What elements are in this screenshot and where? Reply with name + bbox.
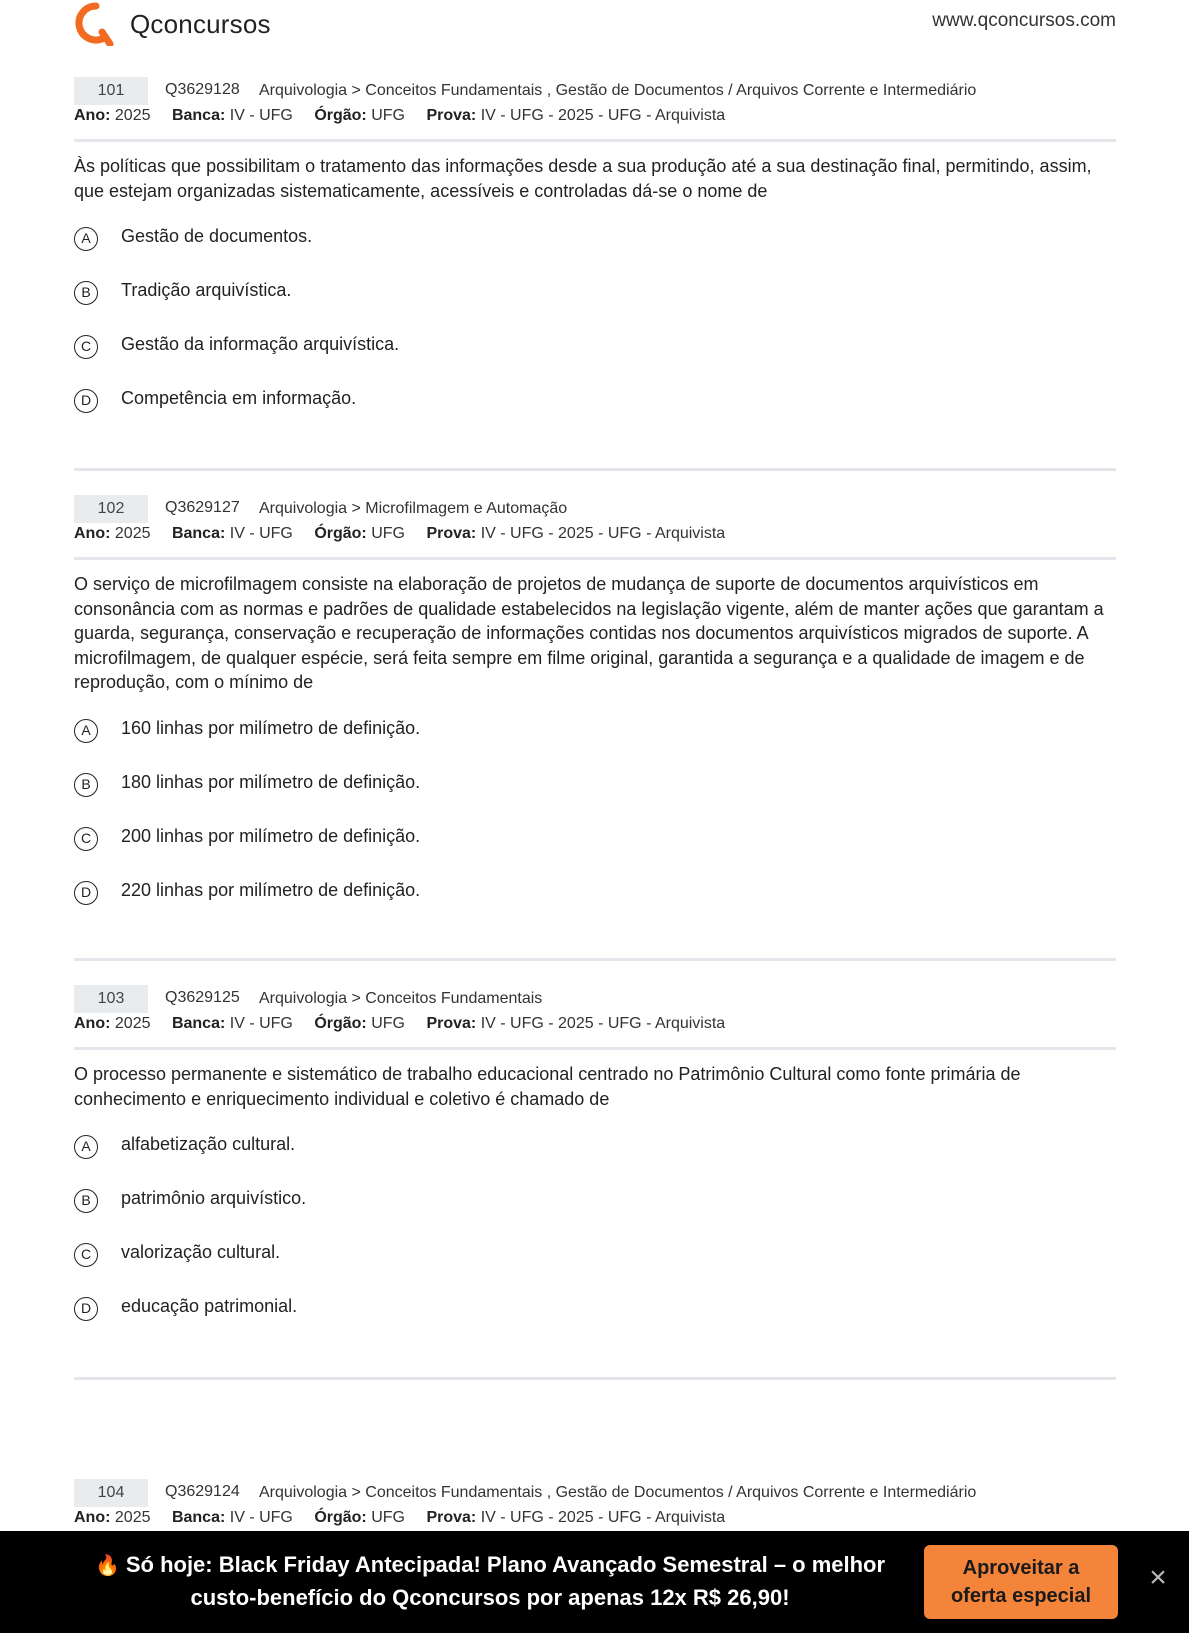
option-letter[interactable]: D: [74, 1297, 98, 1321]
meta-banca: IV - UFG: [229, 1015, 293, 1032]
question-meta: [74, 525, 1116, 551]
question-meta: [74, 1015, 1116, 1041]
promo-banner: [0, 1531, 1189, 1633]
option-letter[interactable]: C: [74, 827, 98, 851]
option-letter[interactable]: D: [74, 881, 98, 905]
meta-banca: IV - UFG: [229, 525, 293, 542]
meta-label-ano: Ano:: [74, 107, 111, 124]
option-a[interactable]: [74, 227, 1116, 281]
promo-offer-button[interactable]: [924, 1545, 1118, 1619]
meta-ano: 2025: [114, 1015, 151, 1032]
meta-ano: 2025: [114, 107, 151, 124]
question-separator: [74, 1377, 1116, 1380]
meta-ano: 2025: [114, 525, 151, 542]
question-103: [74, 985, 1116, 1351]
meta-label-ano: Ano:: [74, 1015, 111, 1032]
options-list: [74, 227, 1116, 443]
option-text[interactable]: valorização cultural.: [121, 1242, 281, 1262]
option-text[interactable]: 160 linhas por milímetro de definição.: [121, 717, 421, 738]
option-letter[interactable]: A: [74, 1135, 98, 1159]
qconcursos-logo-icon[interactable]: [74, 2, 118, 46]
option-c[interactable]: [74, 335, 1116, 389]
promo-button-line-1[interactable]: Aproveitar a: [962, 1557, 1080, 1579]
option-a[interactable]: [74, 1135, 1116, 1189]
fire-icon: 🔥: [94, 1555, 120, 1577]
meta-prova: IV - UFG - 2025 - UFG - Arquivista: [480, 1509, 726, 1526]
meta-label-prova: Prova:: [426, 107, 477, 124]
question-subject: Arquivologia > Conceitos Fundamentais , Gestão de Documentos / Arquivos Corrente e Intermediário: [259, 82, 977, 99]
promo-line-2: custo-benefício do Qconcursos por apenas 12x R$ 26,90!: [190, 1585, 790, 1610]
question-text: O processo permanente e sistemático de trabalho educacional centrado no Patrimônio Cultural como fonte primária de conhecimento e enriquecimento individual e coletivo é chamado de: [74, 1064, 1021, 1109]
option-letter[interactable]: B: [74, 281, 98, 305]
meta-label-prova: Prova:: [426, 525, 477, 542]
site-url[interactable]: www.qconcursos.com: [932, 10, 1116, 31]
question-number: 104: [74, 1479, 148, 1507]
option-text[interactable]: Gestão de documentos.: [121, 226, 313, 246]
question-104: [74, 1479, 1116, 1535]
question-header: [74, 77, 1116, 107]
promo-text: [60, 1549, 920, 1614]
meta-label-ano: Ano:: [74, 1509, 111, 1526]
meta-banca: IV - UFG: [229, 1509, 293, 1526]
meta-banca: IV - UFG: [229, 107, 293, 124]
question-101: [74, 77, 1116, 443]
question-meta: [74, 107, 1116, 133]
meta-label-orgao: Órgão:: [314, 1509, 367, 1526]
question-id[interactable]: Q3629128: [165, 81, 240, 98]
option-b[interactable]: [74, 1189, 1116, 1243]
divider: [74, 557, 1116, 560]
option-text[interactable]: Competência em informação.: [121, 388, 357, 408]
option-letter[interactable]: C: [74, 335, 98, 359]
meta-label-prova: Prova:: [426, 1015, 477, 1032]
options-list: [74, 1135, 1116, 1351]
question-header: [74, 985, 1116, 1015]
logo-text[interactable]: Qconcursos: [130, 9, 271, 39]
meta-prova: IV - UFG - 2025 - UFG - Arquivista: [480, 1015, 726, 1032]
option-text[interactable]: Tradição arquivística.: [121, 280, 292, 300]
meta-orgao: UFG: [371, 1015, 405, 1032]
option-letter[interactable]: C: [74, 1243, 98, 1267]
page-header: [74, 0, 1116, 50]
meta-label-prova: Prova:: [426, 1509, 477, 1526]
question-text: O serviço de microfilmagem consiste na elaboração de projetos de mudança de suporte de documentos arquivísticos em consonância com as normas e padrões de qualidade estabelecidos na legislação vigente, além de manter ações que garantam a guarda, segurança, conservação e recuperação de informações contidas nos documentos arquivísticos migrados de suporte. A microfilmagem, de qualquer espécie, será feita sempre em filme original, garantida a segurança e a qualidade de imagem e de reprodução, com o mínimo de: [74, 574, 1104, 692]
option-c[interactable]: [74, 827, 1116, 881]
promo-line-1: Só hoje: Black Friday Antecipada! Plano Avançado Semestral – o melhor: [125, 1552, 886, 1577]
option-text[interactable]: 200 linhas por milímetro de definição.: [121, 825, 421, 846]
option-letter[interactable]: D: [74, 389, 98, 413]
question-subject: Arquivologia > Conceitos Fundamentais , Gestão de Documentos / Arquivos Corrente e Intermediário: [259, 1484, 977, 1501]
question-subject: Arquivologia > Conceitos Fundamentais: [259, 990, 543, 1007]
close-icon[interactable]: ×: [1149, 1561, 1167, 1594]
meta-label-ano: Ano:: [74, 525, 111, 542]
meta-label-banca: Banca:: [171, 1509, 226, 1526]
option-text[interactable]: educação patrimonial.: [121, 1296, 298, 1316]
option-letter[interactable]: A: [74, 719, 98, 743]
option-c[interactable]: [74, 1243, 1116, 1297]
question-number: 102: [74, 495, 148, 523]
option-letter[interactable]: B: [74, 773, 98, 797]
promo-button-line-2[interactable]: oferta especial: [950, 1585, 1092, 1607]
meta-orgao: UFG: [371, 525, 405, 542]
option-d[interactable]: [74, 881, 1116, 935]
option-a[interactable]: [74, 719, 1116, 773]
option-b[interactable]: [74, 281, 1116, 335]
option-text[interactable]: 180 linhas por milímetro de definição.: [121, 771, 421, 792]
question-text: Às políticas que possibilitam o tratamento das informações desde a sua produção até a sua destinação final, permitindo, assim, que estejam organizadas sistematicamente, acessíveis e controladas dá-se o nome de: [74, 156, 1092, 201]
question-id[interactable]: Q3629125: [165, 989, 240, 1006]
question-id[interactable]: Q3629127: [165, 499, 240, 516]
question-id[interactable]: Q3629124: [165, 1483, 240, 1500]
question-102: [74, 495, 1116, 935]
divider: [74, 1047, 1116, 1050]
meta-prova: IV - UFG - 2025 - UFG - Arquivista: [480, 107, 726, 124]
divider: [74, 139, 1116, 142]
option-text[interactable]: 220 linhas por milímetro de definição.: [121, 879, 421, 900]
question-header: [74, 1479, 1116, 1509]
meta-label-banca: Banca:: [171, 525, 226, 542]
option-text[interactable]: alfabetização cultural.: [121, 1134, 296, 1154]
meta-label-banca: Banca:: [171, 1015, 226, 1032]
question-number: 103: [74, 985, 148, 1013]
meta-ano: 2025: [114, 1509, 151, 1526]
meta-label-orgao: Órgão:: [314, 1015, 367, 1032]
option-d[interactable]: [74, 1297, 1116, 1351]
question-separator: [74, 958, 1116, 961]
meta-label-orgao: Órgão:: [314, 525, 367, 542]
meta-label-orgao: Órgão:: [314, 107, 367, 124]
option-b[interactable]: [74, 773, 1116, 827]
meta-orgao: UFG: [371, 1509, 405, 1526]
question-separator: [74, 468, 1116, 471]
meta-prova: IV - UFG - 2025 - UFG - Arquivista: [480, 525, 726, 542]
question-header: [74, 495, 1116, 525]
option-text[interactable]: Gestão da informação arquivística.: [121, 334, 400, 354]
meta-orgao: UFG: [371, 107, 405, 124]
option-letter[interactable]: A: [74, 227, 98, 251]
option-text[interactable]: patrimônio arquivístico.: [121, 1188, 307, 1208]
options-list: [74, 719, 1116, 935]
question-number: 101: [74, 77, 148, 105]
option-d[interactable]: [74, 389, 1116, 443]
option-letter[interactable]: B: [74, 1189, 98, 1213]
question-subject: Arquivologia > Microfilmagem e Automação: [259, 500, 568, 517]
meta-label-banca: Banca:: [171, 107, 226, 124]
